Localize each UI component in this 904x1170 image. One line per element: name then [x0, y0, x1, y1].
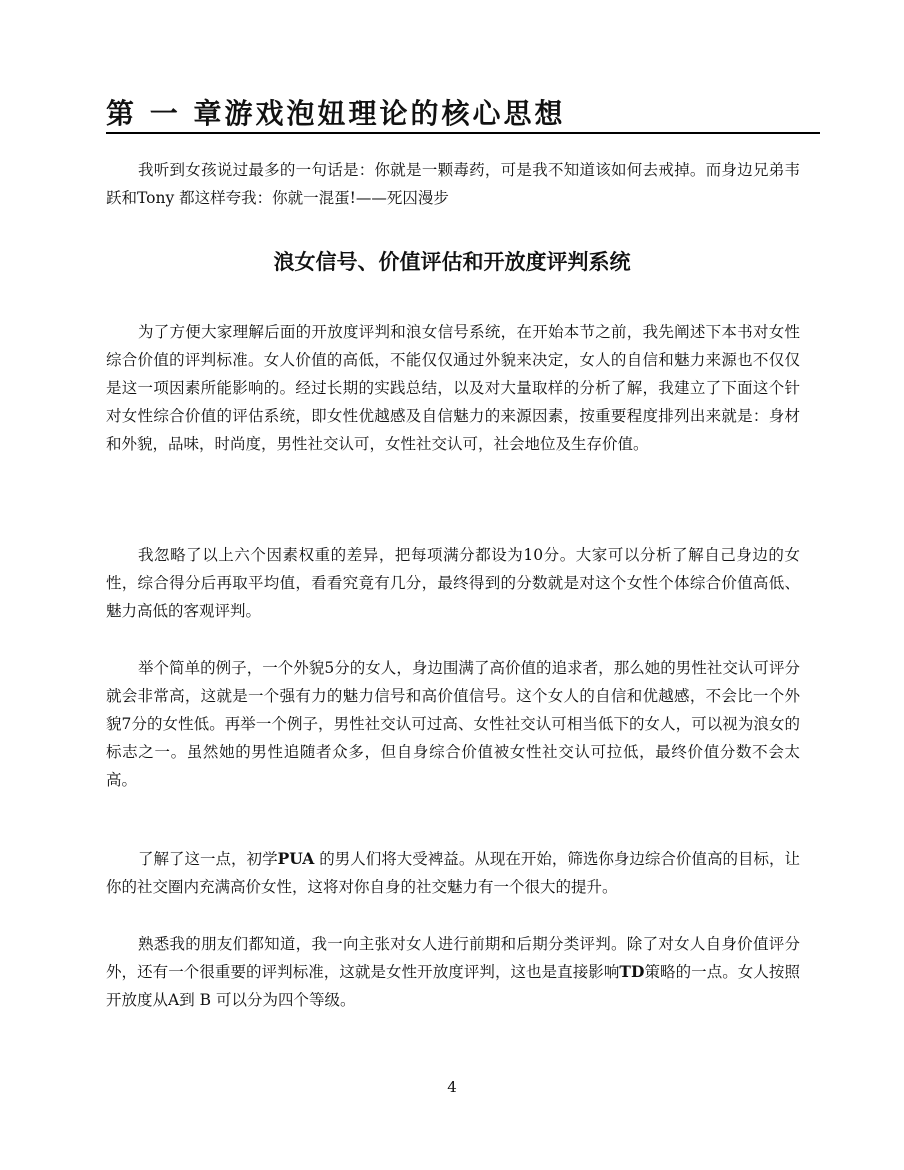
paragraph-5-bold: TD	[619, 962, 645, 981]
chapter-title: 第 一 章游戏泡妞理论的核心思想	[106, 96, 820, 134]
section-title: 浪女信号、价值评估和开放度评判系统	[273, 250, 631, 274]
intro-paragraph: 我听到女孩说过最多的一句话是：你就是一颗毒药，可是我不知道该如何去戒掉。而身边兄弟韦跃和Tony 都这样夸我：你就一混蛋!——死囚漫步	[106, 161, 800, 207]
paragraph-5-text-b: 策略的一点。女人按照开放度从A到 B 可以分为四个等级。	[106, 963, 800, 1009]
paragraph-4-text-b: 的男人们将大受裨益。从现在开始，筛选你身边综合价值高的目标，让你的社交圈内充满高价女性，这将对你自身的社交魅力有一个很大的提升。	[106, 850, 800, 896]
paragraph-3: 举个简单的例子，一个外貌5分的女人，身边围满了高价值的追求者，那么她的男性社交认可评分就会非常高，这就是一个强有力的魅力信号和高价值信号。这个女人的自信和优越感，不会比一个外貌7分的女性低。再举一个例子，男性社交认可过高、女性社交认可相当低下的女人，可以视为浪女的标志之一。虽然她的男性追随者众多，但自身综合价值被女性社交认可拉低，最终价值分数不会太高。	[106, 659, 800, 789]
paragraph-5	[106, 930, 800, 1014]
paragraph-2: 我忽略了以上六个因素权重的差异，把每项满分都设为10分。大家可以分析了解自己身边的女性，综合得分后再取平均值，看看究竟有几分，最终得到的分数就是对这个女性个体综合价值高低、魅力高低的客观评判。	[106, 546, 800, 620]
paragraph-4-text-a: 了解了这一点，初学	[138, 850, 278, 868]
paragraph-5-text-a: 熟悉我的朋友们都知道，我一向主张对女人进行前期和后期分类评判。除了对女人自身价值评分外，还有一个很重要的评判标准，这就是女性开放度评判，这也是直接影响	[106, 935, 800, 981]
paragraph-4-bold: PUA	[277, 849, 315, 868]
paragraph-4	[106, 845, 800, 901]
paragraph-1: 为了方便大家理解后面的开放度评判和浪女信号系统，在开始本节之前，我先阐述下本书对女性综合价值的评判标准。女人价值的高低，不能仅仅通过外貌来决定，女人的自信和魅力来源也不仅仅是这一项因素所能影响的。经过长期的实践总结，以及对大量取样的分析了解，我建立了下面这个针对女性综合价值的评估系统，即女性优越感及自信魅力的来源因素，按重要程度排列出来就是：身材和外貌，品味，时尚度，男性社交认可，女性社交认可，社会地位及生存价值。	[106, 323, 800, 453]
page-number: 4	[447, 1078, 457, 1096]
